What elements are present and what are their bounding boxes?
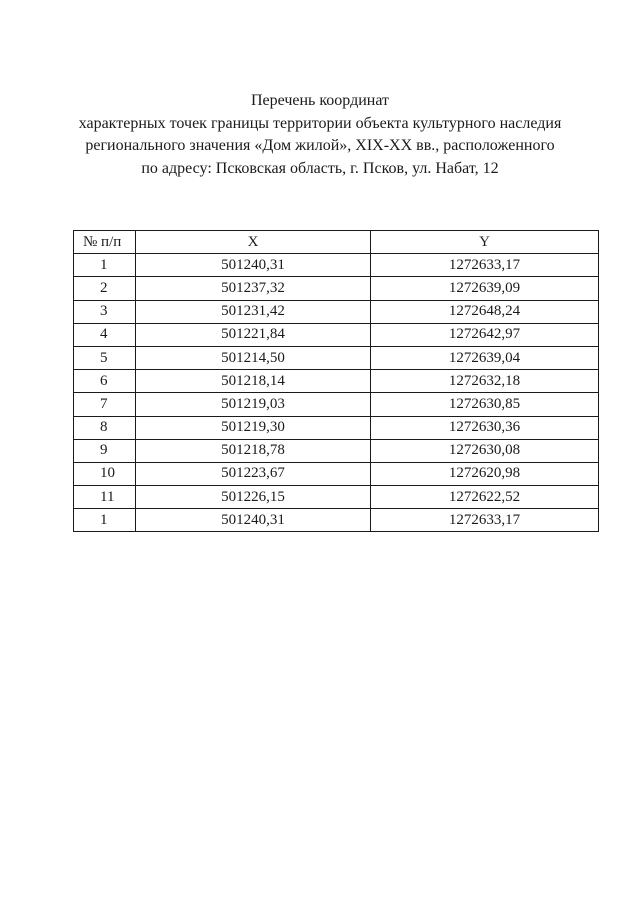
header-number: № п/п [74, 231, 136, 254]
cell-number: 3 [74, 301, 136, 324]
cell-number: 7 [74, 393, 136, 416]
cell-y: 1272630,85 [371, 393, 599, 416]
cell-y: 1272632,18 [371, 370, 599, 393]
cell-x: 501219,03 [136, 393, 371, 416]
cell-number: 11 [74, 486, 136, 509]
cell-number: 1 [74, 254, 136, 277]
cell-x: 501240,31 [136, 509, 371, 532]
cell-y: 1272620,98 [371, 463, 599, 486]
cell-y: 1272648,24 [371, 301, 599, 324]
title-line: Перечень координат [250, 92, 390, 109]
cell-y: 1272639,04 [371, 347, 599, 370]
cell-number: 4 [74, 324, 136, 347]
cell-number: 1 [74, 509, 136, 532]
cell-number: 10 [74, 463, 136, 486]
cell-x: 501219,30 [136, 417, 371, 440]
cell-y: 1272630,08 [371, 440, 599, 463]
cell-x: 501218,78 [136, 440, 371, 463]
cell-number: 8 [74, 417, 136, 440]
header-y: Y [371, 231, 599, 254]
cell-x: 501218,14 [136, 370, 371, 393]
cell-y: 1272622,52 [371, 486, 599, 509]
cell-y: 1272642,97 [371, 324, 599, 347]
title-line: по адресу: Псковская область, г. Псков, ул. Набат, 12 [141, 159, 499, 177]
cell-y: 1272639,09 [371, 277, 599, 300]
cell-x: 501226,15 [136, 486, 371, 509]
title-line: характерных точек границы территории объекта культурного наследия [78, 114, 562, 132]
cell-x: 501240,31 [136, 254, 371, 277]
cell-x: 501237,32 [136, 277, 371, 300]
cell-number: 9 [74, 440, 136, 463]
cell-number: 6 [74, 370, 136, 393]
cell-y: 1272633,17 [371, 254, 599, 277]
document-title [0, 90, 640, 180]
cell-x: 501214,50 [136, 347, 371, 370]
cell-y: 1272633,17 [371, 509, 599, 532]
coordinates-table [73, 230, 599, 532]
cell-x: 501231,42 [136, 301, 371, 324]
header-x: X [136, 231, 371, 254]
cell-number: 5 [74, 347, 136, 370]
cell-x: 501223,67 [136, 463, 371, 486]
title-line: регионального значения «Дом жилой», XIX-XX вв., расположенного [85, 137, 555, 154]
cell-number: 2 [74, 277, 136, 300]
cell-y: 1272630,36 [371, 417, 599, 440]
cell-x: 501221,84 [136, 324, 371, 347]
